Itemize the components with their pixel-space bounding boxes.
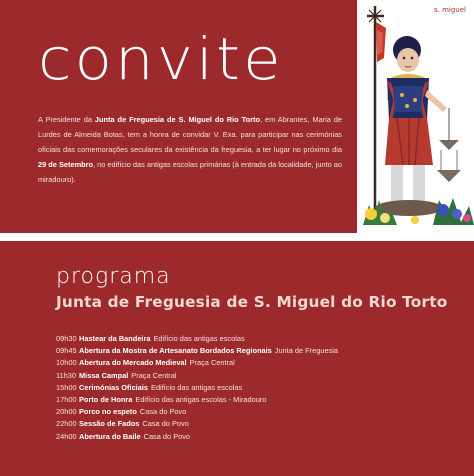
schedule-event: Abertura da Mostra de Artesanato Bordados Regionais [79, 346, 272, 356]
schedule-item [56, 431, 338, 443]
schedule-item [56, 394, 338, 406]
schedule-event: Sessão de Fados [79, 419, 140, 429]
schedule-venue: Casa do Povo [139, 407, 187, 417]
schedule-time: 24h00 [56, 431, 77, 441]
program-subtitle: Junta de Freguesia de S. Miguel do Rio Torto [56, 293, 448, 311]
schedule-time: 11h30 [56, 370, 77, 380]
schedule-item [56, 370, 338, 382]
schedule-venue: Praça Central [131, 370, 177, 380]
schedule-time: 17h00 [56, 394, 77, 404]
invitation-panel [0, 0, 357, 233]
invitation-text-part: A Presidente da [38, 115, 95, 124]
program-title: programa [56, 264, 171, 289]
schedule-event: Abertura do Mercado Medieval [79, 358, 187, 368]
schedule-venue: Edifício das antigas escolas [151, 382, 243, 392]
invitation-text [38, 112, 342, 187]
schedule-time: 09h30 [56, 334, 77, 343]
saint-statue-photo [357, 0, 474, 233]
invitation-text-part: , em Abrantes, Maria de Lurdes de Almeida Botas, tem a honra de convidar V. Exa. para participar nas cerimónias oficiais das comemorações seculares da existência da freguesia, a ter lugar no próximo dia [38, 115, 342, 154]
schedule-time: 20h00 [56, 407, 77, 417]
schedule-event: Cerimónias Oficiais [79, 382, 149, 392]
schedule-venue: Junta de Freguesia [274, 346, 339, 356]
saint-statue-image [357, 0, 474, 233]
invitation-text-part: , no edifício das antigas escolas primárias (à entrada da localidade, junto ao miradouro). [38, 160, 343, 184]
schedule-event: Porco no espeto [79, 407, 137, 417]
photo-caption: s. miguel [434, 6, 466, 14]
section-divider [0, 233, 474, 241]
schedule-item [56, 418, 338, 430]
schedule-time: 22h00 [56, 419, 77, 429]
schedule-venue: Praça Central [189, 358, 235, 368]
schedule-item [56, 333, 338, 345]
schedule-item [56, 382, 338, 394]
schedule-time: 09h45 [56, 346, 77, 356]
schedule-event: Hastear da Bandeira [79, 334, 151, 343]
schedule-event: Porto de Honra [79, 394, 133, 404]
organization-name: Junta de Freguesia de S. Miguel do Rio Torto [94, 115, 260, 124]
schedule-time: 10h00 [56, 358, 77, 368]
schedule-time: 15h00 [56, 382, 77, 392]
schedule-venue: Edifício das antigas escolas [153, 334, 245, 343]
invitation-title: convite [38, 25, 284, 93]
event-date: 29 de Setembro [38, 160, 94, 169]
schedule-item [56, 406, 338, 418]
schedule-venue: Casa do Povo [142, 419, 189, 429]
program-schedule [56, 333, 338, 443]
schedule-event: Abertura do Baile [79, 431, 141, 441]
schedule-event: Missa Campal [79, 370, 129, 380]
schedule-venue: Casa do Povo [143, 431, 191, 441]
schedule-item [56, 357, 338, 369]
schedule-venue: Edifício das antigas escolas - Miradouro [135, 394, 267, 404]
schedule-item [56, 345, 338, 357]
